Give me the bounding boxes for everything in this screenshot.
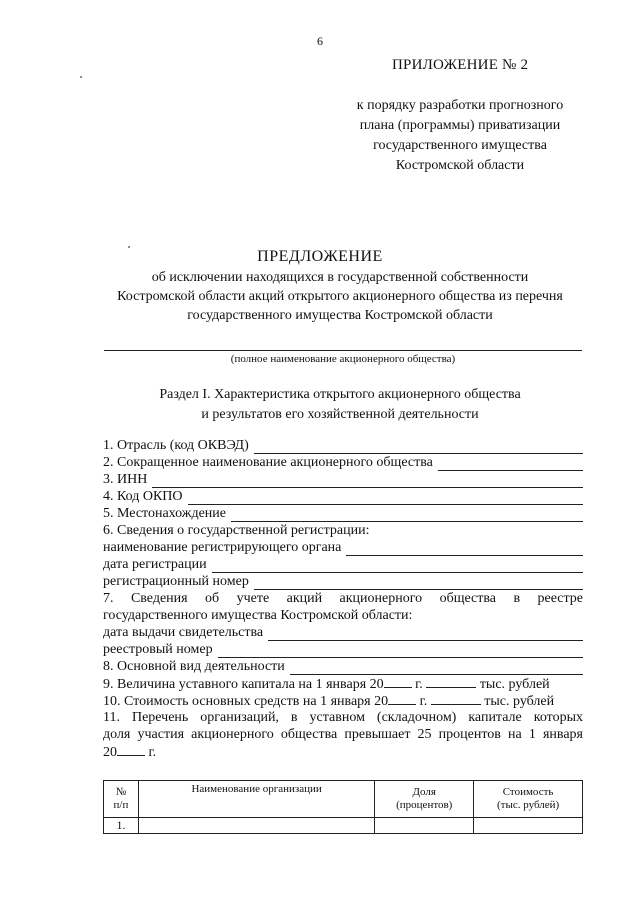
field-registration-date — [103, 556, 583, 573]
section-title-line: Раздел I. Характеристика открытого акционерного общества — [159, 387, 521, 402]
fixed-assets-input-line[interactable] — [431, 692, 481, 705]
appendix-subtitle-line: к порядку разработки прогнозного — [356, 98, 564, 113]
field-label: 8. Основной вид деятельности — [103, 659, 285, 674]
field-label: 3. ИНН — [103, 472, 148, 487]
field-charter-capital — [103, 675, 583, 692]
unit-label: тыс. рублей — [484, 694, 555, 709]
section-title — [90, 385, 590, 425]
field-label: 9. Величина уставного капитала на 1 января 20 — [103, 677, 384, 692]
header-value — [474, 781, 583, 818]
header-line: № — [115, 786, 127, 798]
field-location — [103, 505, 583, 522]
organizations-table — [103, 780, 583, 834]
document-subtitle-line: Костромской области акций открытого акционерного общества из перечня — [117, 289, 563, 304]
appendix-subtitle-line: Костромской области — [395, 158, 525, 173]
field-certificate-date — [103, 624, 583, 641]
year-input-line[interactable] — [388, 692, 416, 705]
appendix-title: ПРИЛОЖЕНИЕ № 2 — [392, 57, 529, 73]
industry-input-line[interactable] — [254, 441, 583, 454]
field-registry-heading: 7. Сведения об учете акций акционерного общества в реестре — [103, 591, 583, 606]
appendix-subtitle — [340, 96, 580, 176]
field-label: дата выдачи свидетельства — [103, 625, 264, 640]
header-line: Наименование организации — [191, 783, 322, 795]
header-share — [375, 781, 474, 818]
org-name-line — [104, 350, 582, 351]
field-label: реестровый номер — [103, 642, 213, 657]
registration-authority-input-line[interactable] — [346, 543, 583, 556]
short-name-input-line[interactable] — [438, 458, 583, 471]
org-name-caption: (полное наименование акционерного общества) — [230, 353, 456, 365]
cell-value[interactable] — [474, 818, 583, 834]
field-inn — [103, 471, 583, 488]
field-registration-heading: 6. Сведения о государственной регистрации: — [103, 523, 370, 538]
cell-number: 1. — [104, 818, 139, 834]
page-number: 6 — [317, 34, 323, 48]
field-okpo — [103, 488, 583, 505]
header-line: (тыс. рублей) — [496, 799, 560, 811]
registration-date-input-line[interactable] — [212, 560, 583, 573]
field-fixed-assets — [103, 692, 583, 709]
year-input-line[interactable] — [384, 675, 412, 688]
field-label: 2. Сокращенное наименование акционерного общества — [103, 455, 433, 470]
inn-input-line[interactable] — [152, 475, 583, 488]
field-organizations-heading: 11. Перечень организаций, в уставном (складочном) капитале которых — [103, 710, 583, 725]
cell-share[interactable] — [375, 818, 474, 834]
field-organizations-year — [103, 743, 583, 760]
field-label: регистрационный номер — [103, 574, 249, 589]
document-subtitle — [90, 268, 590, 325]
field-organizations-heading-cont: доля участия акционерного общества превышает 25 процентов на 1 января — [103, 727, 583, 742]
field-label: 20 — [103, 745, 117, 760]
field-main-activity — [103, 658, 583, 675]
field-registration-number — [103, 573, 583, 590]
appendix-subtitle-line: плана (программы) приватизации — [359, 118, 561, 133]
document-subtitle-line: государственного имущества Костромской области — [187, 308, 493, 323]
field-short-name — [103, 454, 583, 471]
certificate-date-input-line[interactable] — [268, 628, 583, 641]
header-line: Доля — [412, 786, 436, 798]
field-label: 5. Местонахождение — [103, 506, 227, 521]
header-line: (процентов) — [396, 799, 453, 811]
table-row — [104, 818, 583, 834]
document-subtitle-line: об исключении находящихся в государственной собственности — [151, 270, 529, 285]
document-title: ПРЕДЛОЖЕНИЕ — [257, 248, 383, 265]
field-label: 10. Стоимость основных средств на 1 января 20 — [103, 694, 389, 709]
field-label: 1. Отрасль (код ОКВЭД) — [103, 438, 249, 453]
field-registry-number — [103, 641, 583, 658]
okpo-input-line[interactable] — [188, 492, 583, 505]
appendix-subtitle-line: государственного имущества — [373, 138, 547, 153]
year-suffix: г. — [415, 677, 423, 692]
unit-label: тыс. рублей — [479, 677, 550, 692]
header-line: Стоимость — [502, 786, 554, 798]
field-label: дата регистрации — [103, 557, 207, 572]
registry-number-input-line[interactable] — [218, 645, 583, 658]
header-org-name — [138, 781, 374, 818]
year-suffix: г. — [148, 745, 157, 760]
field-label: 4. Код ОКПО — [103, 489, 183, 504]
field-industry — [103, 437, 583, 454]
main-activity-input-line[interactable] — [290, 662, 583, 675]
location-input-line[interactable] — [231, 509, 583, 522]
cell-org-name[interactable] — [138, 818, 374, 834]
year-input-line[interactable] — [117, 743, 145, 756]
field-registration-authority — [103, 539, 583, 556]
form-fields — [103, 437, 583, 760]
section-title-line: и результатов его хозяйственной деятельности — [201, 407, 479, 422]
scan-speck — [80, 76, 82, 78]
year-suffix: г. — [419, 694, 428, 709]
field-label: наименование регистрирующего органа — [103, 540, 342, 555]
registration-number-input-line[interactable] — [254, 577, 583, 590]
header-line: п/п — [113, 799, 129, 811]
table-header-row — [104, 781, 583, 818]
field-registry-heading-cont: государственного имущества Костромской области: — [103, 608, 413, 623]
charter-capital-input-line[interactable] — [426, 675, 476, 688]
header-number — [104, 781, 139, 818]
